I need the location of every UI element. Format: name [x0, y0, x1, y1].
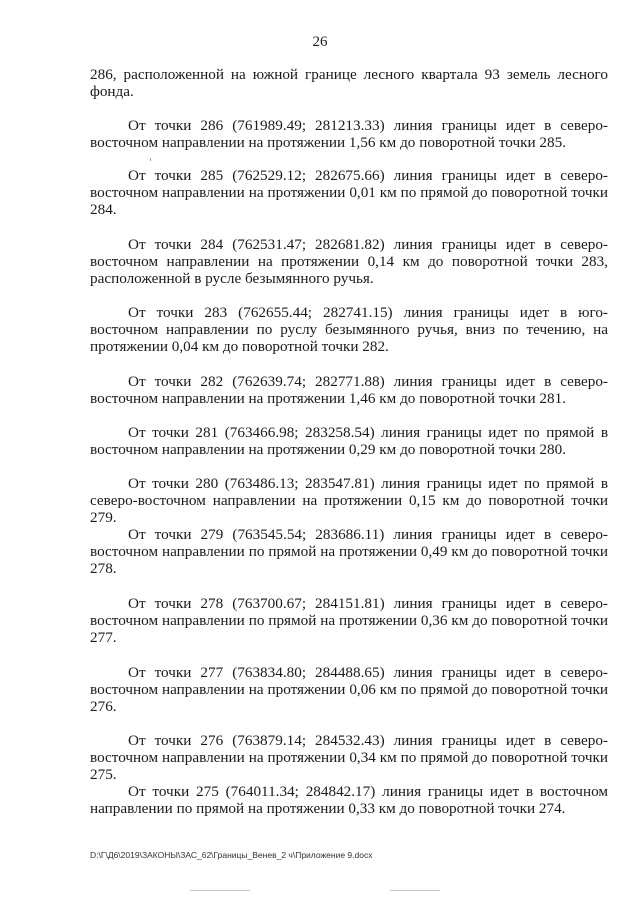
paragraph-continuation: 286, расположенной на южной границе лесного квартала 93 земель лесного фонда. — [90, 66, 608, 100]
paragraph-point-282: От точки 282 (762639.74; 282771.88) линия границы идет в северо-восточном направлении на протяжении 1,46 км до поворотной точки 281. — [90, 373, 608, 407]
paragraph-point-276: От точки 276 (763879.14; 284532.43) линия границы идет в северо-восточном направлении на протяжении 0,34 км по прямой до поворотной точки 275. — [90, 732, 608, 783]
paragraph-point-286: От точки 286 (761989.49; 281213.33) линия границы идет в северо-восточном направлении на протяжении 1,56 км до поворотной точки 285. — [90, 117, 608, 151]
paragraph-point-275: От точки 275 (764011.34; 284842.17) линия границы идет в восточном направлении по прямой на протяжении 0,33 км до поворотной точки 274. — [90, 783, 608, 817]
scan-artifact-mark — [390, 890, 440, 891]
paragraph-point-281: От точки 281 (763466.98; 283258.54) линия границы идет по прямой в восточном направлении на протяжении 0,29 км до поворотной точки 280. — [90, 424, 608, 458]
paragraph-point-278: От точки 278 (763700.67; 284151.81) линия границы идет в северо-восточном направлении по прямой на протяжении 0,36 км до поворотной точки 277. — [90, 595, 608, 646]
footer-file-path: D:\Г\Д6\2019\ЗАКОНЫ\ЗАС_62\Границы_Венев_2 ч\Приложение 9.docx — [90, 850, 373, 860]
page-number: 26 — [312, 34, 328, 50]
scan-artifact-mark — [150, 158, 151, 161]
paragraph-point-284: От точки 284 (762531.47; 282681.82) линия границы идет в северо-восточном направлении на протяжении 0,14 км до поворотной точки 283, расположенной в русле безымянного ручья. — [90, 236, 608, 287]
paragraph-point-285: От точки 285 (762529.12; 282675.66) линия границы идет в северо-восточном направлении на протяжении 0,01 км по прямой до поворотной точки 284. — [90, 167, 608, 218]
paragraph-point-277: От точки 277 (763834.80; 284488.65) линия границы идет в северо-восточном направлении на протяжении 0,06 км по прямой до поворотной точки 276. — [90, 664, 608, 715]
scan-artifact-mark — [190, 890, 250, 891]
paragraph-point-280: От точки 280 (763486.13; 283547.81) линия границы идет по прямой в северо-восточном направлении на протяжении 0,15 км до поворотной точки 279. — [90, 475, 608, 526]
paragraph-point-283: От точки 283 (762655.44; 282741.15) линия границы идет в юго-восточном направлении по руслу безымянного ручья, вниз по течению, на протяжении 0,04 км до поворотной точки 282. — [90, 304, 608, 355]
paragraph-point-279: От точки 279 (763545.54; 283686.11) линия границы идет в северо-восточном направлении по прямой на протяжении 0,49 км до поворотной точки 278. — [90, 526, 608, 577]
